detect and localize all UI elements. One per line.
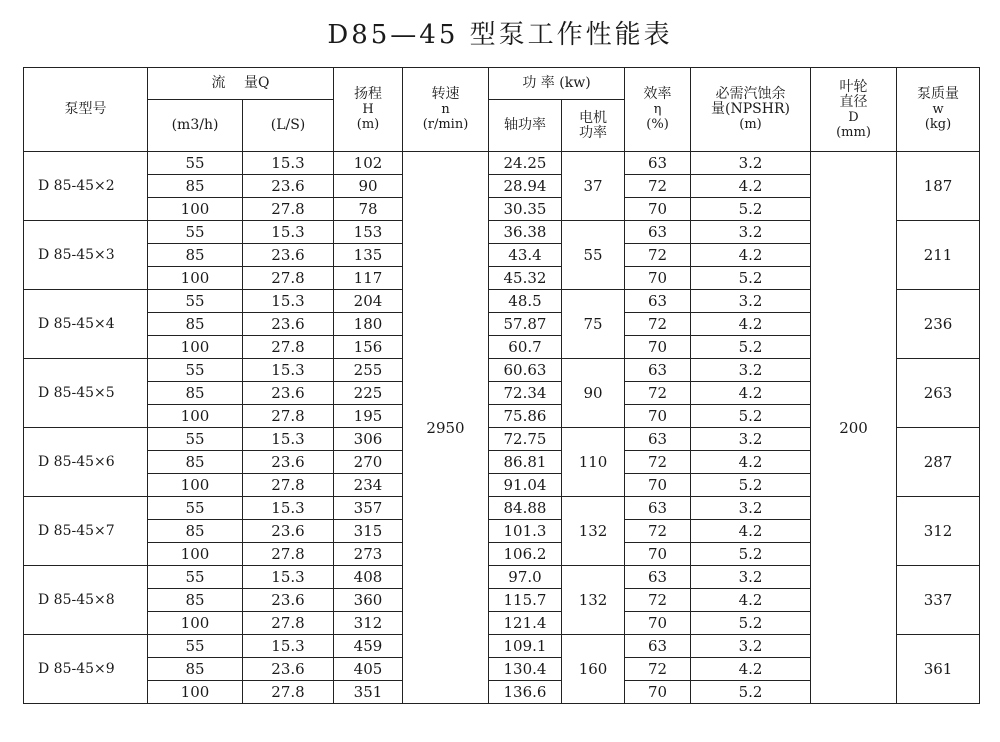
flow-ls-cell: 27.8 [243, 198, 334, 221]
header-motor-line2: 功率 [579, 124, 607, 141]
header-speed-line3: (r/min) [422, 117, 469, 132]
header-eff-line1: 效率 [643, 86, 672, 102]
motor-power-cell: 110 [562, 428, 625, 497]
motor-power-cell: 160 [562, 635, 625, 704]
pump-mass-cell: 287 [897, 428, 980, 497]
header-mass-line2: w [932, 102, 944, 117]
npshr-cell: 3.2 [691, 635, 811, 658]
flow-ls-cell: 23.6 [243, 244, 334, 267]
flow-ls-cell: 23.6 [243, 451, 334, 474]
head-cell: 408 [334, 566, 403, 589]
header-head-line3: (m) [356, 117, 380, 132]
head-cell: 153 [334, 221, 403, 244]
head-cell: 78 [334, 198, 403, 221]
npshr-cell: 3.2 [691, 359, 811, 382]
flow-m3h-cell: 85 [148, 244, 243, 267]
shaft-power-cell: 60.63 [489, 359, 562, 382]
shaft-power-cell: 30.35 [489, 198, 562, 221]
flow-m3h-cell: 55 [148, 566, 243, 589]
header-impeller-line2: 直径 [839, 93, 868, 110]
flow-ls-cell: 23.6 [243, 313, 334, 336]
npshr-cell: 3.2 [691, 221, 811, 244]
pump-mass-cell: 263 [897, 359, 980, 428]
motor-power-cell: 75 [562, 290, 625, 359]
flow-m3h-cell: 100 [148, 681, 243, 704]
header-speed-line2: n [441, 102, 450, 117]
flow-m3h-cell: 100 [148, 612, 243, 635]
header-model: 泵型号 [24, 68, 148, 152]
flow-m3h-cell: 55 [148, 635, 243, 658]
pump-model: D 85-45×4 [24, 290, 148, 359]
header-mass [897, 68, 980, 152]
shaft-power-cell: 60.7 [489, 336, 562, 359]
flow-ls-cell: 23.6 [243, 658, 334, 681]
head-cell: 234 [334, 474, 403, 497]
speed-cell: 2950 [403, 152, 489, 704]
efficiency-cell: 63 [625, 566, 691, 589]
npshr-cell: 3.2 [691, 497, 811, 520]
flow-m3h-cell: 55 [148, 497, 243, 520]
efficiency-cell: 72 [625, 520, 691, 543]
npshr-cell: 3.2 [691, 152, 811, 175]
flow-ls-cell: 15.3 [243, 359, 334, 382]
head-cell: 90 [334, 175, 403, 198]
flow-m3h-cell: 55 [148, 221, 243, 244]
flow-ls-cell: 15.3 [243, 221, 334, 244]
flow-ls-cell: 15.3 [243, 497, 334, 520]
pump-mass-cell: 312 [897, 497, 980, 566]
pump-mass-cell: 211 [897, 221, 980, 290]
efficiency-cell: 72 [625, 244, 691, 267]
pump-mass-cell: 337 [897, 566, 980, 635]
npshr-cell: 4.2 [691, 658, 811, 681]
head-cell: 351 [334, 681, 403, 704]
shaft-power-cell: 101.3 [489, 520, 562, 543]
head-cell: 273 [334, 543, 403, 566]
shaft-power-cell: 86.81 [489, 451, 562, 474]
flow-m3h-cell: 100 [148, 336, 243, 359]
header-efficiency [625, 68, 691, 152]
pump-model: D 85-45×2 [24, 152, 148, 221]
flow-ls-cell: 27.8 [243, 474, 334, 497]
shaft-power-cell: 72.75 [489, 428, 562, 451]
flow-ls-cell: 23.6 [243, 382, 334, 405]
motor-power-cell: 37 [562, 152, 625, 221]
header-speed [403, 68, 489, 152]
npshr-cell: 5.2 [691, 543, 811, 566]
header-impeller-line3: D [848, 109, 859, 125]
efficiency-cell: 72 [625, 451, 691, 474]
flow-ls-cell: 27.8 [243, 336, 334, 359]
header-impeller-line4: (mm) [836, 124, 871, 140]
shaft-power-cell: 24.25 [489, 152, 562, 175]
header-mass-line1: 泵质量 [917, 86, 960, 102]
performance-table [23, 67, 980, 704]
shaft-power-cell: 136.6 [489, 681, 562, 704]
flow-ls-cell: 23.6 [243, 589, 334, 612]
flow-m3h-cell: 100 [148, 543, 243, 566]
shaft-power-cell: 48.5 [489, 290, 562, 313]
flow-m3h-cell: 100 [148, 474, 243, 497]
flow-m3h-cell: 100 [148, 405, 243, 428]
shaft-power-cell: 91.04 [489, 474, 562, 497]
header-eff-line2: η [653, 102, 662, 117]
flow-ls-cell: 15.3 [243, 635, 334, 658]
npshr-cell: 4.2 [691, 382, 811, 405]
flow-ls-cell: 15.3 [243, 290, 334, 313]
npshr-cell: 5.2 [691, 474, 811, 497]
header-impeller [811, 68, 897, 152]
header-motor-power [562, 100, 625, 152]
npshr-cell: 4.2 [691, 313, 811, 336]
head-cell: 156 [334, 336, 403, 359]
flow-ls-cell: 23.6 [243, 520, 334, 543]
efficiency-cell: 70 [625, 405, 691, 428]
header-flow: 流 量Q [148, 68, 334, 100]
efficiency-cell: 70 [625, 474, 691, 497]
efficiency-cell: 72 [625, 382, 691, 405]
head-cell: 405 [334, 658, 403, 681]
header-head-line2: H [362, 102, 374, 117]
pump-model: D 85-45×8 [24, 566, 148, 635]
head-cell: 204 [334, 290, 403, 313]
head-cell: 135 [334, 244, 403, 267]
efficiency-cell: 70 [625, 612, 691, 635]
flow-m3h-cell: 55 [148, 428, 243, 451]
header-eff-line3: (%) [646, 117, 669, 132]
flow-m3h-cell: 100 [148, 267, 243, 290]
npshr-cell: 5.2 [691, 336, 811, 359]
flow-ls-cell: 15.3 [243, 152, 334, 175]
efficiency-cell: 63 [625, 152, 691, 175]
flow-ls-cell: 27.8 [243, 612, 334, 635]
header-shaft-power: 轴功率 [489, 100, 562, 152]
table-body [24, 152, 980, 704]
head-cell: 225 [334, 382, 403, 405]
pump-mass-cell: 236 [897, 290, 980, 359]
flow-ls-cell: 15.3 [243, 566, 334, 589]
efficiency-cell: 72 [625, 658, 691, 681]
header-npsh-line3: (m) [739, 117, 762, 132]
flow-ls-cell: 23.6 [243, 175, 334, 198]
flow-ls-cell: 27.8 [243, 681, 334, 704]
npshr-cell: 5.2 [691, 198, 811, 221]
efficiency-cell: 72 [625, 175, 691, 198]
head-cell: 255 [334, 359, 403, 382]
flow-ls-cell: 27.8 [243, 267, 334, 290]
flow-m3h-cell: 85 [148, 313, 243, 336]
header-head-line1: 扬程 [354, 86, 382, 102]
flow-m3h-cell: 85 [148, 382, 243, 405]
efficiency-cell: 72 [625, 313, 691, 336]
header-npshr [691, 68, 811, 152]
motor-power-cell: 90 [562, 359, 625, 428]
npshr-cell: 4.2 [691, 451, 811, 474]
page-title: D85—45 型泵工作性能表 [327, 20, 673, 50]
header-flow-ls: (L/S) [243, 100, 334, 152]
table-row [24, 152, 980, 175]
shaft-power-cell: 84.88 [489, 497, 562, 520]
pump-mass-cell: 361 [897, 635, 980, 704]
flow-m3h-cell: 85 [148, 175, 243, 198]
flow-m3h-cell: 55 [148, 290, 243, 313]
pump-mass-cell: 187 [897, 152, 980, 221]
shaft-power-cell: 75.86 [489, 405, 562, 428]
efficiency-cell: 63 [625, 359, 691, 382]
efficiency-cell: 72 [625, 589, 691, 612]
header-head [334, 68, 403, 152]
npshr-cell: 5.2 [691, 612, 811, 635]
pump-model: D 85-45×5 [24, 359, 148, 428]
efficiency-cell: 70 [625, 681, 691, 704]
flow-ls-cell: 15.3 [243, 428, 334, 451]
shaft-power-cell: 130.4 [489, 658, 562, 681]
head-cell: 357 [334, 497, 403, 520]
head-cell: 117 [334, 267, 403, 290]
shaft-power-cell: 28.94 [489, 175, 562, 198]
shaft-power-cell: 72.34 [489, 382, 562, 405]
flow-m3h-cell: 55 [148, 359, 243, 382]
efficiency-cell: 70 [625, 267, 691, 290]
npshr-cell: 3.2 [691, 428, 811, 451]
flow-ls-cell: 27.8 [243, 405, 334, 428]
pump-model: D 85-45×7 [24, 497, 148, 566]
efficiency-cell: 70 [625, 198, 691, 221]
header-motor-line1: 电机 [579, 109, 607, 126]
shaft-power-cell: 115.7 [489, 589, 562, 612]
header-power: 功 率 (kw) [489, 68, 625, 100]
head-cell: 306 [334, 428, 403, 451]
efficiency-cell: 70 [625, 543, 691, 566]
header-flow-m3h: (m3/h) [148, 100, 243, 152]
npshr-cell: 5.2 [691, 267, 811, 290]
npshr-cell: 4.2 [691, 175, 811, 198]
flow-ls-cell: 27.8 [243, 543, 334, 566]
efficiency-cell: 63 [625, 290, 691, 313]
flow-m3h-cell: 85 [148, 520, 243, 543]
flow-m3h-cell: 55 [148, 152, 243, 175]
head-cell: 270 [334, 451, 403, 474]
efficiency-cell: 63 [625, 221, 691, 244]
flow-m3h-cell: 85 [148, 658, 243, 681]
npshr-cell: 4.2 [691, 520, 811, 543]
npshr-cell: 3.2 [691, 290, 811, 313]
head-cell: 180 [334, 313, 403, 336]
shaft-power-cell: 36.38 [489, 221, 562, 244]
pump-model: D 85-45×6 [24, 428, 148, 497]
flow-m3h-cell: 85 [148, 451, 243, 474]
shaft-power-cell: 45.32 [489, 267, 562, 290]
shaft-power-cell: 106.2 [489, 543, 562, 566]
npshr-cell: 4.2 [691, 244, 811, 267]
npshr-cell: 3.2 [691, 566, 811, 589]
table-header [24, 68, 980, 152]
efficiency-cell: 70 [625, 336, 691, 359]
pump-model: D 85-45×9 [24, 635, 148, 704]
header-impeller-line1: 叶轮 [839, 78, 868, 95]
shaft-power-cell: 43.4 [489, 244, 562, 267]
shaft-power-cell: 97.0 [489, 566, 562, 589]
head-cell: 360 [334, 589, 403, 612]
head-cell: 459 [334, 635, 403, 658]
head-cell: 315 [334, 520, 403, 543]
motor-power-cell: 132 [562, 566, 625, 635]
header-mass-line3: (kg) [924, 117, 952, 132]
head-cell: 195 [334, 405, 403, 428]
npshr-cell: 5.2 [691, 681, 811, 704]
flow-m3h-cell: 85 [148, 589, 243, 612]
header-npsh-line1: 必需汽蚀余 [715, 86, 786, 102]
shaft-power-cell: 121.4 [489, 612, 562, 635]
motor-power-cell: 55 [562, 221, 625, 290]
head-cell: 102 [334, 152, 403, 175]
header-speed-line1: 转速 [431, 86, 460, 102]
impeller-diameter-cell: 200 [811, 152, 897, 704]
npshr-cell: 4.2 [691, 589, 811, 612]
efficiency-cell: 63 [625, 428, 691, 451]
motor-power-cell: 132 [562, 497, 625, 566]
shaft-power-cell: 109.1 [489, 635, 562, 658]
npshr-cell: 5.2 [691, 405, 811, 428]
flow-m3h-cell: 100 [148, 198, 243, 221]
efficiency-cell: 63 [625, 497, 691, 520]
shaft-power-cell: 57.87 [489, 313, 562, 336]
efficiency-cell: 63 [625, 635, 691, 658]
header-npsh-line2: 量(NPSHR) [711, 101, 790, 117]
pump-model: D 85-45×3 [24, 221, 148, 290]
head-cell: 312 [334, 612, 403, 635]
